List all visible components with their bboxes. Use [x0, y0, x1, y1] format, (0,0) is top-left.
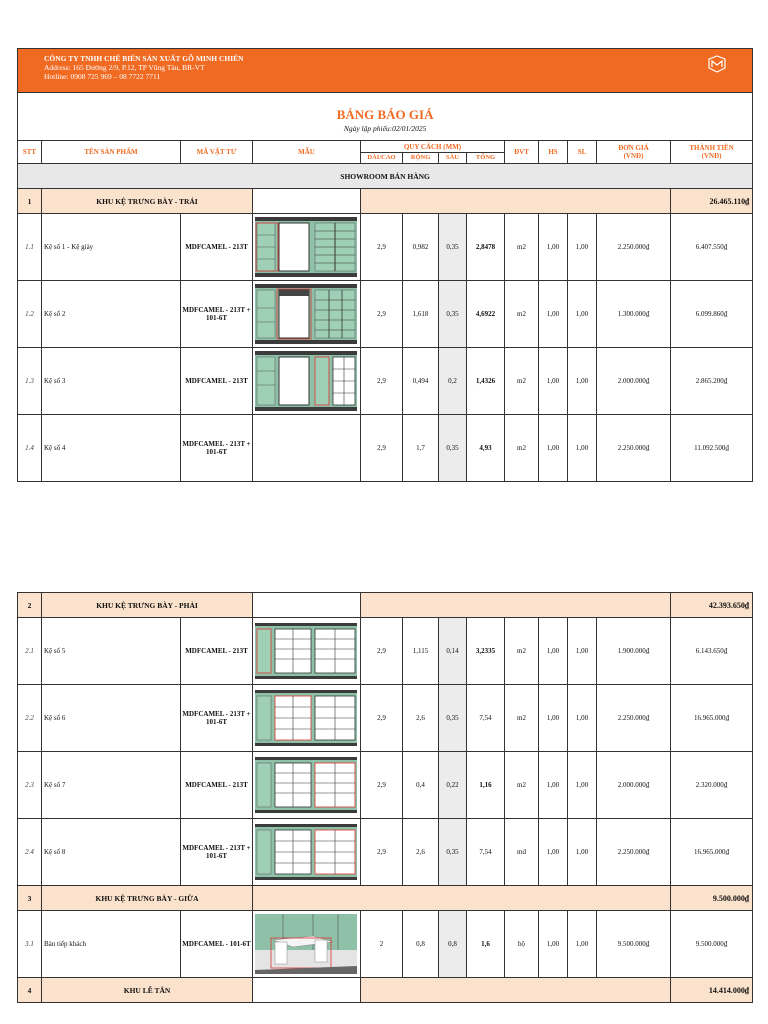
section-total: 26.465.110₫: [671, 189, 753, 214]
col-unit: ĐVT: [505, 141, 539, 164]
col-amount: THÀNH TIỀN (VNĐ): [671, 141, 753, 164]
table-row: 2.2 Kệ số 6 MDFCAMEL - 213T + 101-6T 2,9 2,6 0,35 7,54 m2 1,00 1,00 2.250.000₫ 16.965.000₫: [18, 685, 753, 752]
section-name: KHU LỄ TÂN: [42, 978, 253, 1003]
section-stt: 1: [18, 189, 42, 214]
cabinet-image-empty: [253, 415, 361, 482]
col-total: TỔNG: [467, 153, 505, 164]
section-row: [18, 886, 753, 911]
cabinet-image-right-3: [253, 752, 361, 819]
section-row: [18, 978, 753, 1003]
company-header: [18, 49, 753, 93]
table-row: 2.3 Kệ số 7 MDFCAMEL - 213T 2,9 0,4 0,22 1,16 m2 1,00 1,00 2.000.000₫ 2.320.000₫: [18, 752, 753, 819]
section-name: KHU KỆ TRƯNG BÀY - TRÁI: [42, 189, 253, 214]
col-code: MÃ VẬT TƯ: [181, 141, 253, 164]
table-row: 2.4 Kệ số 8 MDFCAMEL - 213T + 101-6T 2,9 2,6 0,35 7,54 md 1,00 1,00 2.250.000₫ 16.965.000₫: [18, 819, 753, 886]
col-name: TÊN SẢN PHẨM: [42, 141, 181, 164]
reception-desk-image: [253, 911, 361, 978]
quotation-table-page-2: [17, 592, 753, 1003]
section-name: KHU KỆ TRƯNG BÀY - PHẢI: [42, 593, 253, 618]
cabinet-image-left-1: [253, 214, 361, 281]
section-row: [18, 189, 753, 214]
showroom-row: [18, 164, 753, 189]
cabinet-image-left-2: [253, 281, 361, 348]
table-row: 1.2 Kệ số 2 MDFCAMEL - 213T + 101-6T 2,9 1,618 0,35 4,6922 m2 1,00 1,00 1.300.000₫ 6.099.860₫: [18, 281, 753, 348]
table-row: 2.1 Kệ số 5 MDFCAMEL - 213T 2,9 1,115 0,14 3,2335 m2 1,00 1,00 1.900.000₫ 6.143.650₫: [18, 618, 753, 685]
section-row: [18, 593, 753, 618]
cabinet-image-right-4: [253, 819, 361, 886]
table-row: 1.4 Kệ số 4 MDFCAMEL - 213T + 101-6T 2,9 1,7 0,35 4,93 m2 1,00 1,00 2.250.000₫ 11.092.500₫: [18, 415, 753, 482]
section-stt: 4: [18, 978, 42, 1003]
section-stt: 2: [18, 593, 42, 618]
section-total: 14.414.000₫: [671, 978, 753, 1003]
col-sample: MẪU: [253, 141, 361, 164]
section-total: 9.500.000₫: [671, 886, 753, 911]
section-stt: 3: [18, 886, 42, 911]
company-hotline: Hotline: 0908 725 969 – 08 7722 7711: [44, 72, 161, 81]
col-spec: QUY CÁCH (MM): [361, 141, 505, 153]
table-row: 1.1 Kệ số 1 - Kệ giày MDFCAMEL - 213T 2,9 0,982 0,35 2,8478 m2 1,00 1,00 2.250.000₫ 6.407.550₫: [18, 214, 753, 281]
col-width: RỘNG: [403, 153, 439, 164]
table-row: 1.3 Kệ số 3 MDFCAMEL - 213T 2,9 0,494 0,2 1,4326 m2 1,00 1,00 2.000.000₫ 2.865.200₫: [18, 348, 753, 415]
cabinet-image-left-3: [253, 348, 361, 415]
company-name: CÔNG TY TNHH CHẾ BIẾN SẢN XUẤT GỖ MINH CHIẾN: [44, 54, 244, 63]
col-height: DÀI/CAO: [361, 153, 403, 164]
document-title: BẢNG BÁO GIÁ: [336, 106, 434, 122]
col-unit-price: ĐƠN GIÁ (VNĐ): [597, 141, 671, 164]
table-row: 3.1 Bàn tiếp khách MDFCAMEL - 101-6T 2 0,8 0,8 1,6 bộ 1,00 1,00 9.500.000₫ 9.500.000₫: [18, 911, 753, 978]
col-stt: STT: [18, 141, 42, 164]
cabinet-image-right-1: [253, 618, 361, 685]
company-logo: [700, 55, 734, 85]
quotation-table-page-1: [17, 48, 753, 482]
col-depth: SÂU: [439, 153, 467, 164]
cabinet-image-right-2: [253, 685, 361, 752]
showroom-label: SHOWROOM BÁN HÀNG: [18, 164, 753, 189]
section-name: KHU KỆ TRƯNG BÀY - GIỮA: [42, 886, 253, 911]
col-sl: SL: [568, 141, 597, 164]
section-total: 42.393.650₫: [671, 593, 753, 618]
document-date: Ngày lập phiếu:02/01/2025: [343, 123, 427, 133]
column-header-row: [18, 141, 753, 153]
col-hs: HS: [539, 141, 568, 164]
logo-icon: [707, 55, 727, 73]
company-address: Address: 165 Đường 2/9, P.12, TP Vũng Tàu, BR-VT: [44, 63, 205, 72]
title-row: [18, 93, 753, 141]
